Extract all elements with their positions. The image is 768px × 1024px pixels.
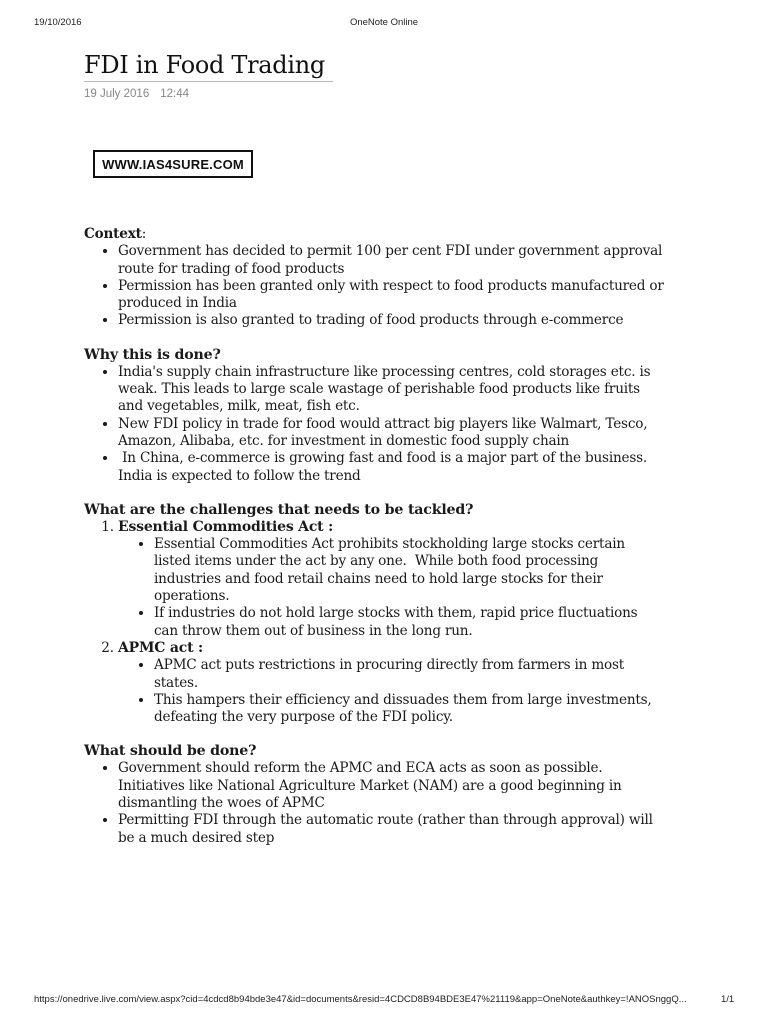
context-label: Context bbox=[84, 226, 142, 242]
list-item: • This hampers their efficiency and dissuades them from large investments, defeating the very purpose of the FDI policy. bbox=[154, 692, 664, 727]
list-item: • If industries do not hold large stocks with them, rapid price fluctuations can throw them out of business in the long run. bbox=[154, 605, 664, 640]
todo-heading: What should be done? bbox=[84, 743, 257, 760]
print-date: 19/10/2016 bbox=[34, 17, 82, 28]
challenge-item bbox=[118, 640, 664, 726]
logo: WWW.IAS4SURE.COM bbox=[93, 150, 253, 178]
list-item: • Permission is also granted to trading of food products through e-commerce bbox=[118, 312, 664, 329]
list-item: • India's supply chain infrastructure like processing centres, cold storages etc. is weak. This leads to large scale wastage of perishable food products like fruits and vegetables, milk, meat, fish etc. bbox=[118, 364, 664, 416]
why-heading: Why this is done? bbox=[84, 346, 221, 363]
challenge-title: APMC act bbox=[118, 639, 194, 656]
challenges-heading: What are the challenges that needs to be tackled? bbox=[84, 501, 474, 518]
list-item: • In China, e-commerce is growing fast and food is a major part of the business. India is expected to follow the trend bbox=[118, 450, 664, 485]
challenge-item bbox=[118, 519, 664, 640]
challenge-title: Essential Commodities Act bbox=[118, 518, 324, 535]
list-item: • APMC act puts restrictions in procuring directly from farmers in most states. bbox=[154, 657, 664, 692]
page-date: 19 July 2016 bbox=[84, 88, 150, 100]
challenge-points bbox=[118, 657, 664, 726]
challenge-points bbox=[118, 536, 664, 640]
context-list bbox=[84, 243, 664, 329]
context-colon: : bbox=[141, 226, 147, 242]
challenge-title-suffix: : bbox=[323, 518, 334, 535]
challenges-list bbox=[84, 519, 664, 727]
why-list bbox=[84, 364, 664, 485]
context-heading bbox=[84, 226, 664, 243]
list-item: • Government should reform the APMC and ECA acts as soon as possible. Initiatives like National Agriculture Market (NAM) are a good beginning in dismantling the woes of APMC bbox=[118, 760, 664, 812]
page-time: 12:44 bbox=[160, 88, 189, 100]
page-title: FDI in Food Trading bbox=[84, 50, 333, 82]
note-content bbox=[84, 226, 664, 847]
print-header-title: OneNote Online bbox=[349, 17, 419, 28]
list-item: • Government has decided to permit 100 per cent FDI under government approval route for trading of food products bbox=[118, 243, 664, 278]
list-item: • Essential Commodities Act prohibits stockholding large stocks certain listed items under the act by any one. While both food processing industries and food retail chains need to hold large stocks for their operations. bbox=[154, 536, 664, 605]
list-item: • Permitting FDI through the automatic route (rather than through approval) will be a much desired step bbox=[118, 812, 664, 847]
todo-list bbox=[84, 760, 664, 846]
print-footer-url: https://onedrive.live.com/view.aspx?cid=4cdcd8b94bde3e47&id=documents&resid=4CDCD8B94BDE3E47%21119&app=OneNote&authkey=!ANOSnggQ... bbox=[34, 994, 687, 1005]
list-item: • New FDI policy in trade for food would attract big players like Walmart, Tesco, Amazon, Alibaba, etc. for investment in domestic food supply chain bbox=[118, 416, 664, 451]
challenge-title-suffix: : bbox=[193, 639, 204, 656]
print-page-number: 1/1 bbox=[721, 994, 735, 1005]
page-meta bbox=[84, 88, 189, 100]
list-item: • Permission has been granted only with respect to food products manufactured or produced in India bbox=[118, 278, 664, 313]
